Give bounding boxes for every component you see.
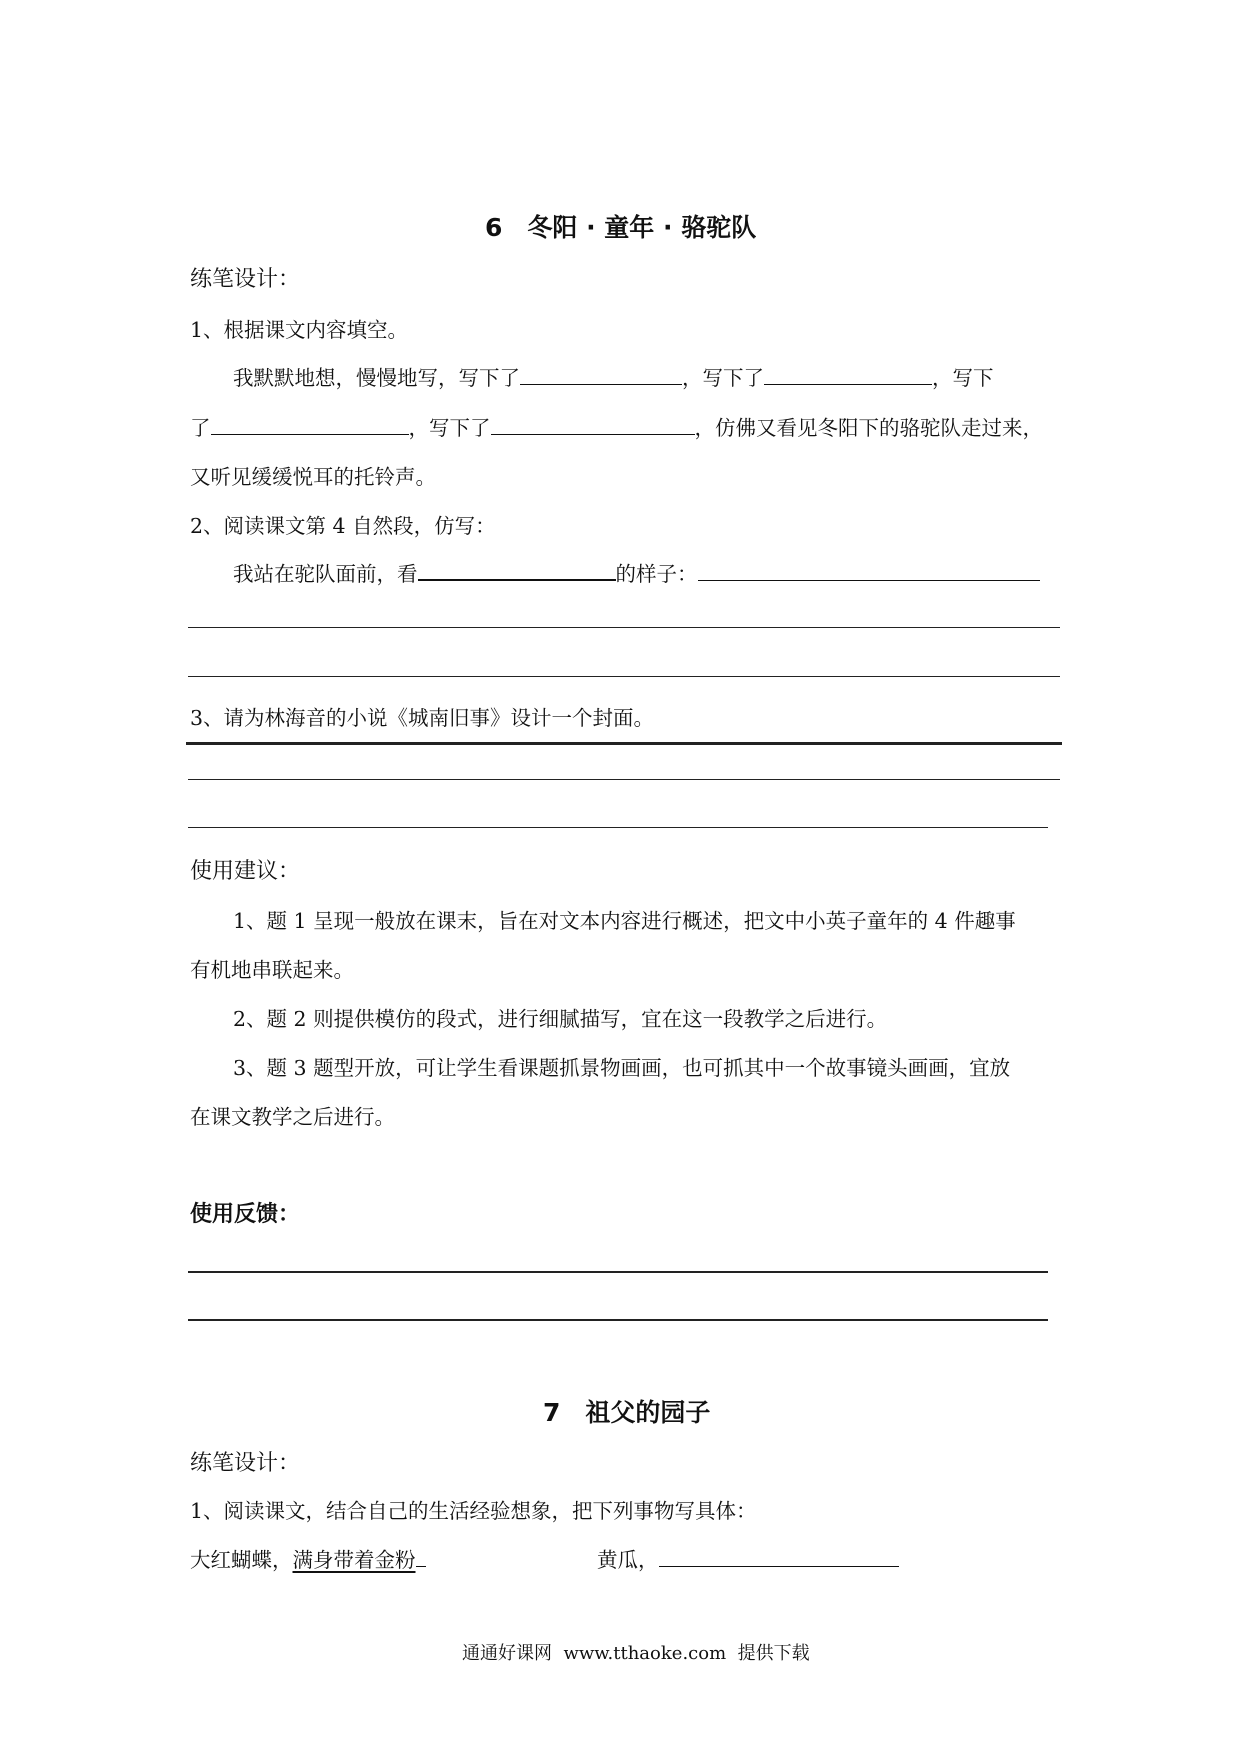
item2-label: 黄瓜， (597, 1548, 659, 1572)
lesson6-q2-line (233, 557, 1040, 587)
q1-line1-intro: 我默默地想，慢慢地写，写下了 (233, 366, 520, 390)
lesson6-q1-prompt: 1、根据课文内容填空。 (190, 318, 409, 342)
suggestion-3-line-1: 3、题 3 题型开放，可让学生看课题抓景物画画，也可抓其中一个故事镜头画画，宜放 (233, 1056, 1011, 1080)
q1-write-down-1: ，写下了 (682, 366, 764, 390)
q2-answer-line-2[interactable] (188, 676, 1060, 677)
page-footer: 通通好课网 www.tthaoke.com 提供下载 (462, 1643, 810, 1664)
lesson6-suggestion-heading: 使用建议： (190, 859, 301, 884)
item2-blank[interactable] (659, 1565, 899, 1567)
fill-blank-4[interactable] (491, 433, 695, 435)
q3-answer-line-1[interactable] (186, 742, 1062, 745)
q1-write-down-2: ，写下了 (408, 416, 491, 440)
lesson6-q1-line2 (190, 411, 1043, 441)
lesson7-item-2 (597, 1543, 899, 1573)
lesson7-title: 7 祖父的园子 (543, 1398, 711, 1427)
q1-line2-start: 了 (190, 416, 211, 440)
q2-blank-appearance[interactable] (698, 579, 1040, 581)
q2-line-mid: 的样子： (615, 562, 698, 586)
q2-answer-line-1[interactable] (188, 627, 1060, 628)
feedback-line-2[interactable] (188, 1319, 1048, 1321)
suggestion-2-line-1: 2、题 2 则提供模仿的段式，进行细腻描写，宜在这一段教学之后进行。 (233, 1007, 888, 1031)
q3-answer-line-2[interactable] (188, 779, 1060, 780)
lesson7-item-1 (190, 1543, 426, 1573)
fill-blank-3[interactable] (211, 433, 409, 435)
q2-line-start: 我站在驼队面前，看 (233, 562, 418, 586)
feedback-line-1[interactable] (188, 1271, 1048, 1273)
suggestion-3-line-2: 在课文教学之后进行。 (190, 1105, 395, 1129)
fill-blank-1[interactable] (520, 383, 682, 385)
lesson6-practice-heading: 练笔设计： (190, 267, 301, 292)
q1-write-down-end: ，写下 (932, 366, 994, 390)
lesson6-title: 6 冬阳 · 童年 · 骆驼队 (485, 213, 757, 242)
lesson6-q2-prompt: 2、阅读课文第 4 自然段，仿写： (190, 514, 496, 538)
item1-blank-tail[interactable] (416, 1565, 426, 1567)
lesson6-q1-line1 (233, 361, 994, 391)
item1-label: 大红蝴蝶， (190, 1548, 293, 1572)
item1-answer: 满身带着金粉 (292, 1548, 416, 1572)
fill-blank-2[interactable] (764, 383, 932, 385)
lesson7-q1-prompt: 1、阅读课文，结合自己的生活经验想象，把下列事物写具体： (190, 1499, 757, 1523)
lesson6-q3-prompt: 3、请为林海音的小说《城南旧事》设计一个封面。 (190, 706, 655, 730)
lesson6-q1-line3: 又听见缓缓悦耳的托铃声。 (190, 465, 436, 489)
lesson7-practice-heading: 练笔设计： (190, 1451, 301, 1476)
suggestion-1-line-2: 有机地串联起来。 (190, 958, 354, 982)
lesson6-feedback-heading: 使用反馈： (190, 1202, 301, 1227)
suggestion-1-line-1: 1、题 1 呈现一般放在课末，旨在对文本内容进行概述，把文中小英子童年的 4 件趣事 (233, 909, 1016, 933)
q3-answer-line-3[interactable] (188, 827, 1048, 828)
q2-blank-look[interactable] (418, 578, 616, 581)
q1-line2-end: ，仿佛又看见冬阳下的骆驼队走过来， (694, 416, 1043, 440)
